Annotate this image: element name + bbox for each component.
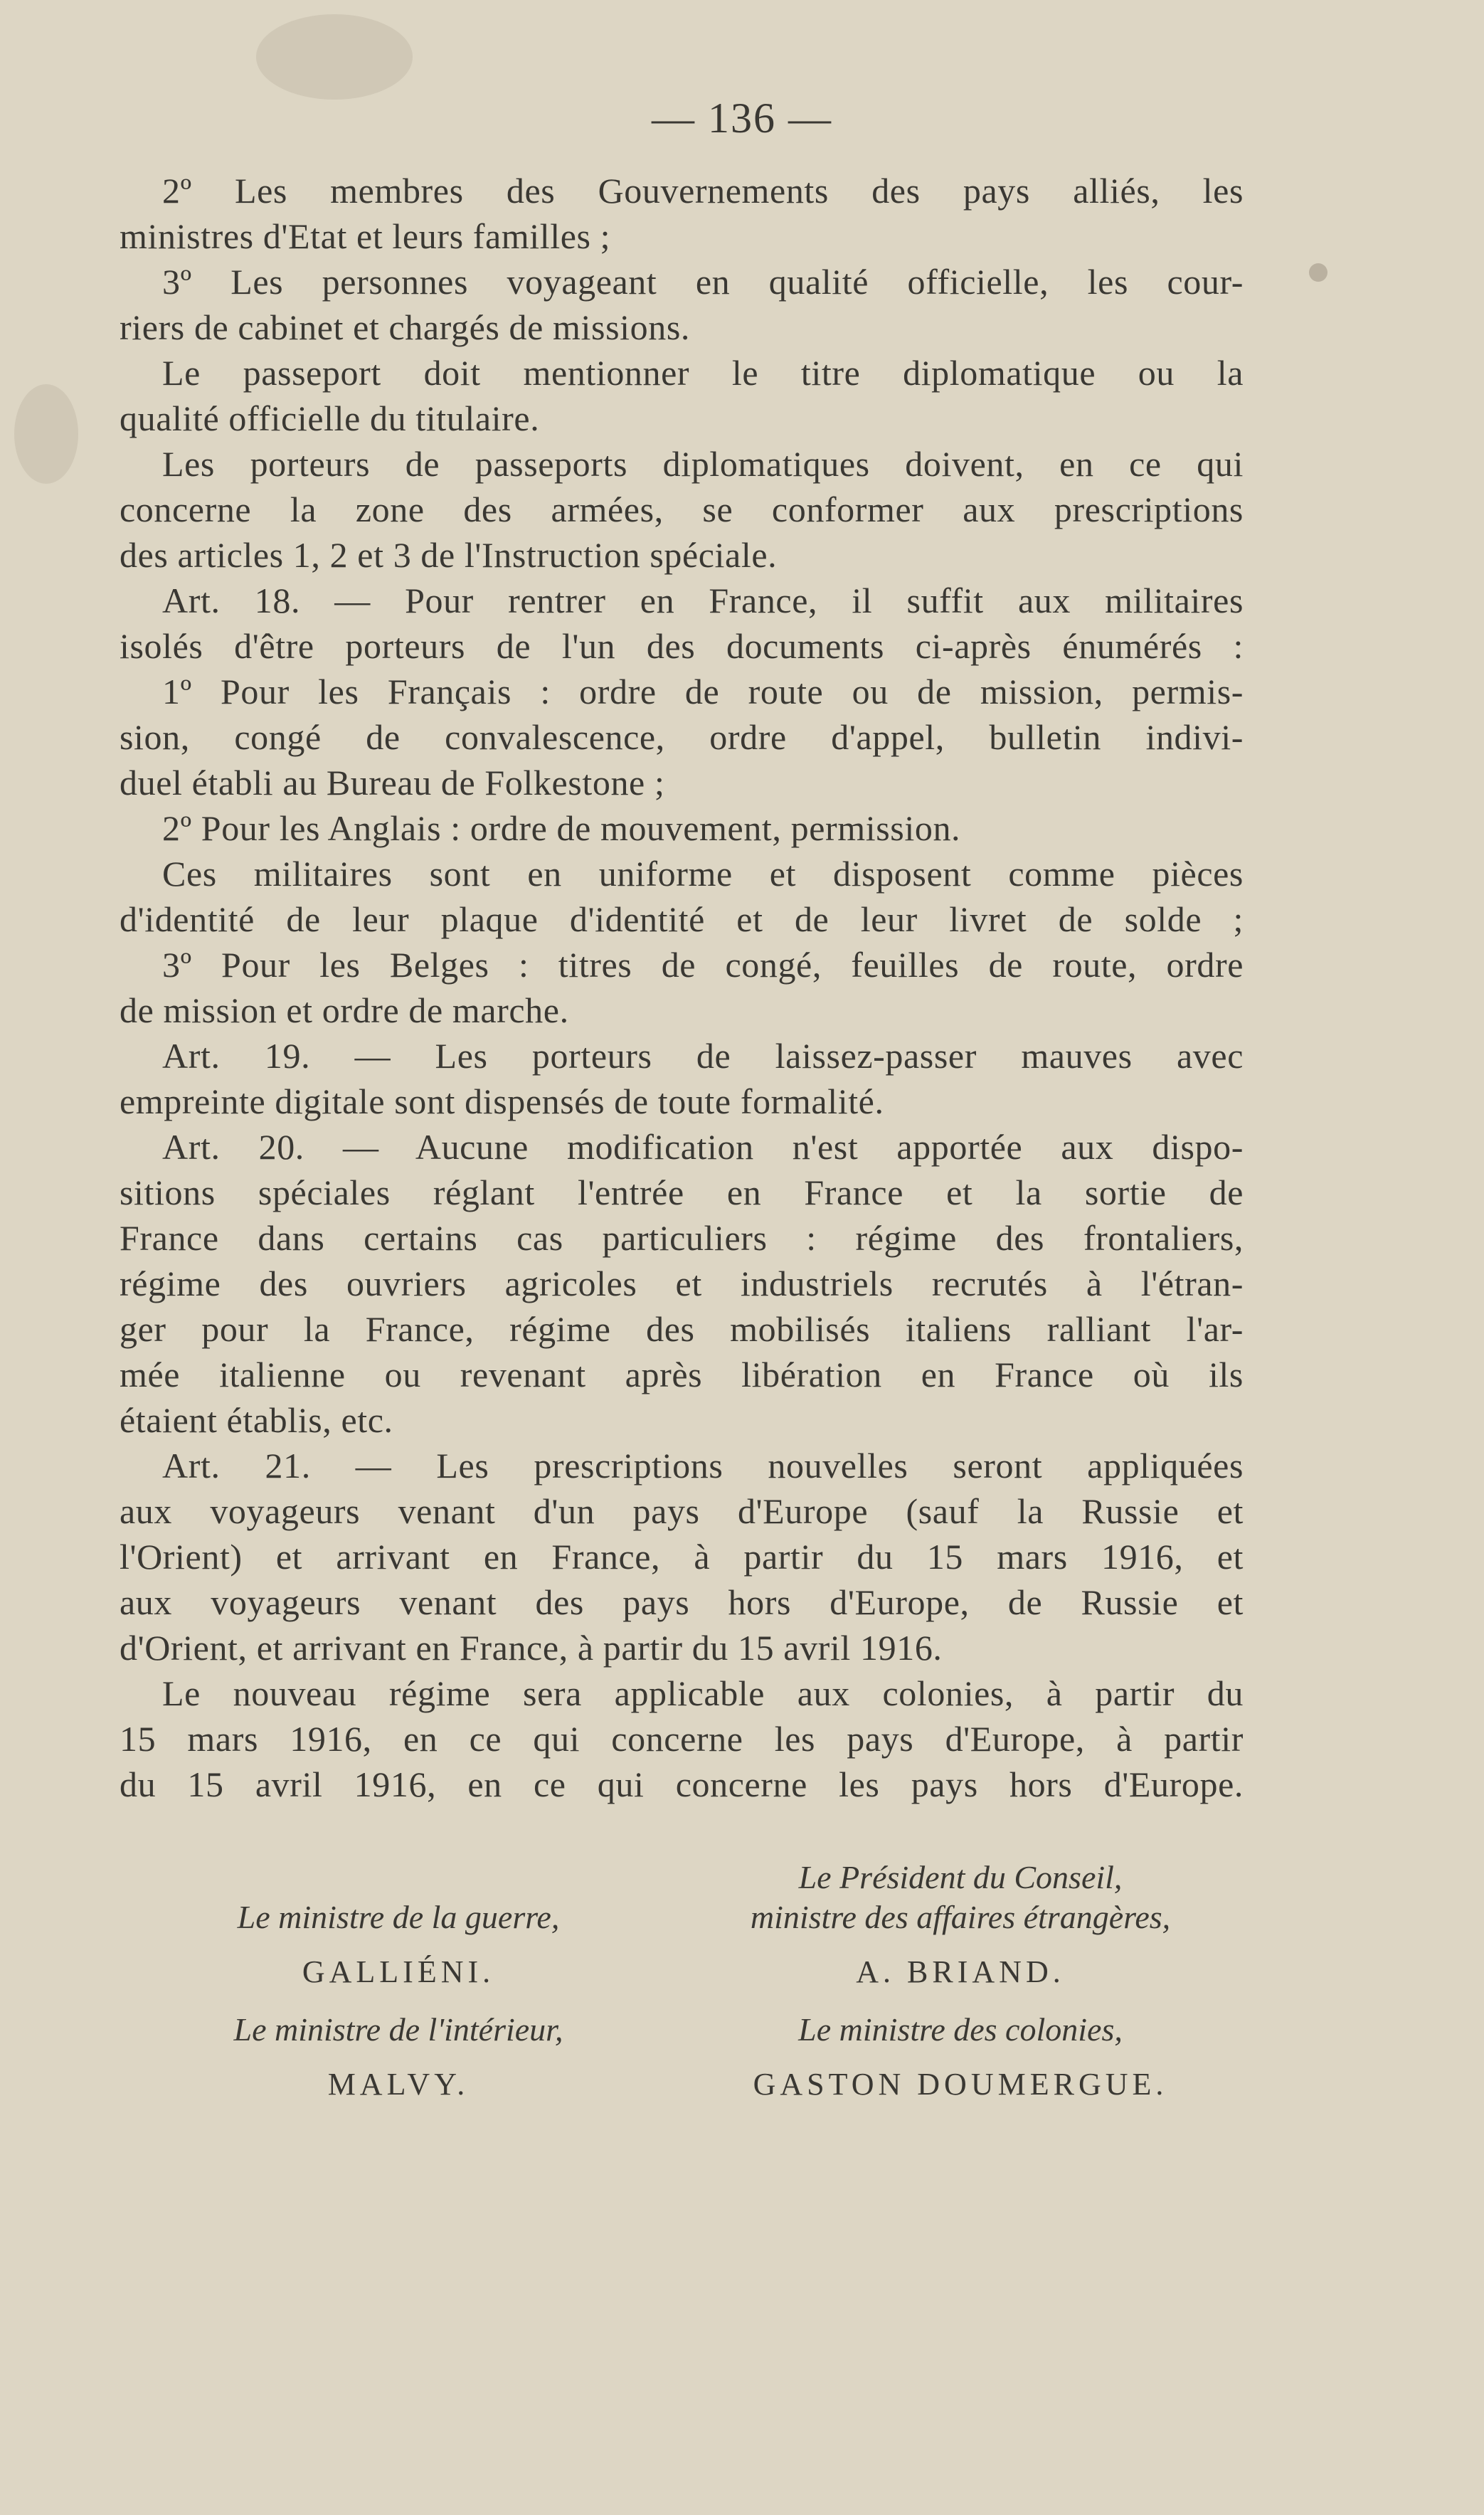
text-line: empreinte digitale sont dispensés de toute formalité.: [120, 1081, 884, 1121]
text-line: étaient établis, etc.: [120, 1400, 393, 1440]
text-line: mée italienne ou revenant après libération en France où ils: [120, 1355, 1244, 1394]
text-line: 2º Pour les Anglais : ordre de mouvement, permission.: [162, 808, 961, 848]
text-line: ger pour la France, régime des mobilisés italiens ralliant l'ar-: [120, 1309, 1244, 1349]
war-minister-name: GALLIÉNI.: [302, 1954, 495, 1989]
text-line: qualité officielle du titulaire.: [120, 398, 540, 438]
text-line: d'identité de leur plaque d'identité et de leur livret de solde ;: [120, 899, 1244, 939]
text-line: 15 mars 1916, en ce qui concerne les pays d'Europe, à partir: [120, 1719, 1244, 1759]
text-line: des articles 1, 2 et 3 de l'Instruction spéciale.: [120, 535, 778, 575]
text-line: 2º Les membres des Gouvernements des pays alliés, les: [162, 171, 1244, 211]
text-line: 3º Les personnes voyageant en qualité officielle, les cour-: [162, 262, 1244, 302]
text-line: concerne la zone des armées, se conformer aux prescriptions: [120, 489, 1244, 529]
text-line: France dans certains cas particuliers : régime des frontaliers,: [120, 1218, 1244, 1258]
text-line: Art. 20. — Aucune modification n'est apportée aux dispo-: [162, 1127, 1244, 1167]
war-minister-title: Le ministre de la guerre,: [237, 1899, 560, 1935]
text-line: Art. 18. — Pour rentrer en France, il suffit aux militaires: [162, 581, 1244, 620]
president-title-line-1: Le Président du Conseil,: [798, 1859, 1123, 1895]
text-line: 3º Pour les Belges : titres de congé, feuilles de route, ordre: [162, 945, 1244, 985]
text-line: Art. 19. — Les porteurs de laissez-passer mauves avec: [162, 1036, 1244, 1076]
text-line: l'Orient) et arrivant en France, à partir du 15 mars 1916, et: [120, 1537, 1244, 1577]
text-line: 1º Pour les Français : ordre de route ou de mission, permis-: [162, 672, 1244, 711]
text-line: du 15 avril 1916, en ce qui concerne les pays hors d'Europe.: [120, 1764, 1244, 1804]
president-title-line-2: ministre des affaires étrangères,: [750, 1899, 1171, 1935]
text-line: Art. 21. — Les prescriptions nouvelles seront appliquées: [162, 1446, 1244, 1486]
page-number: — 136 —: [652, 95, 832, 142]
text-line: duel établi au Bureau de Folkestone ;: [120, 763, 665, 803]
text-line: aux voyageurs venant d'un pays d'Europe (sauf la Russie et: [120, 1491, 1244, 1531]
interior-minister-name: MALVY.: [327, 2067, 470, 2102]
text-line: d'Orient, et arrivant en France, à partir du 15 avril 1916.: [120, 1628, 943, 1668]
text-line: ministres d'Etat et leurs familles ;: [120, 216, 611, 256]
text-line: Le nouveau régime sera applicable aux colonies, à partir du: [162, 1673, 1244, 1713]
text-line: Ces militaires sont en uniforme et disposent comme pièces: [162, 854, 1244, 894]
paper-stain: [1309, 263, 1327, 282]
text-line: régime des ouvriers agricoles et industriels recrutés à l'étran-: [120, 1264, 1244, 1303]
text-line: Les porteurs de passeports diplomatiques doivent, en ce qui: [162, 444, 1244, 484]
colonies-minister-name: GASTON DOUMERGUE.: [753, 2067, 1168, 2102]
text-line: de mission et ordre de marche.: [120, 990, 569, 1030]
text-line: Le passeport doit mentionner le titre diplomatique ou la: [162, 353, 1244, 393]
text-line: riers de cabinet et chargés de missions.: [120, 307, 691, 347]
body-text: [120, 168, 1244, 1807]
paper-stain: [14, 384, 78, 484]
paper-stain: [256, 14, 413, 100]
interior-minister-title: Le ministre de l'intérieur,: [233, 2011, 563, 2048]
colonies-minister-title: Le ministre des colonies,: [798, 2011, 1123, 2048]
text-line: isolés d'être porteurs de l'un des documents ci-après énumérés :: [120, 626, 1244, 666]
president-name: A. BRIAND.: [856, 1954, 1065, 1989]
text-line: aux voyageurs venant des pays hors d'Europe, de Russie et: [120, 1582, 1244, 1622]
text-line: sion, congé de convalescence, ordre d'appel, bulletin indivi-: [120, 717, 1244, 757]
text-line: sitions spéciales réglant l'entrée en France et la sortie de: [120, 1172, 1244, 1212]
